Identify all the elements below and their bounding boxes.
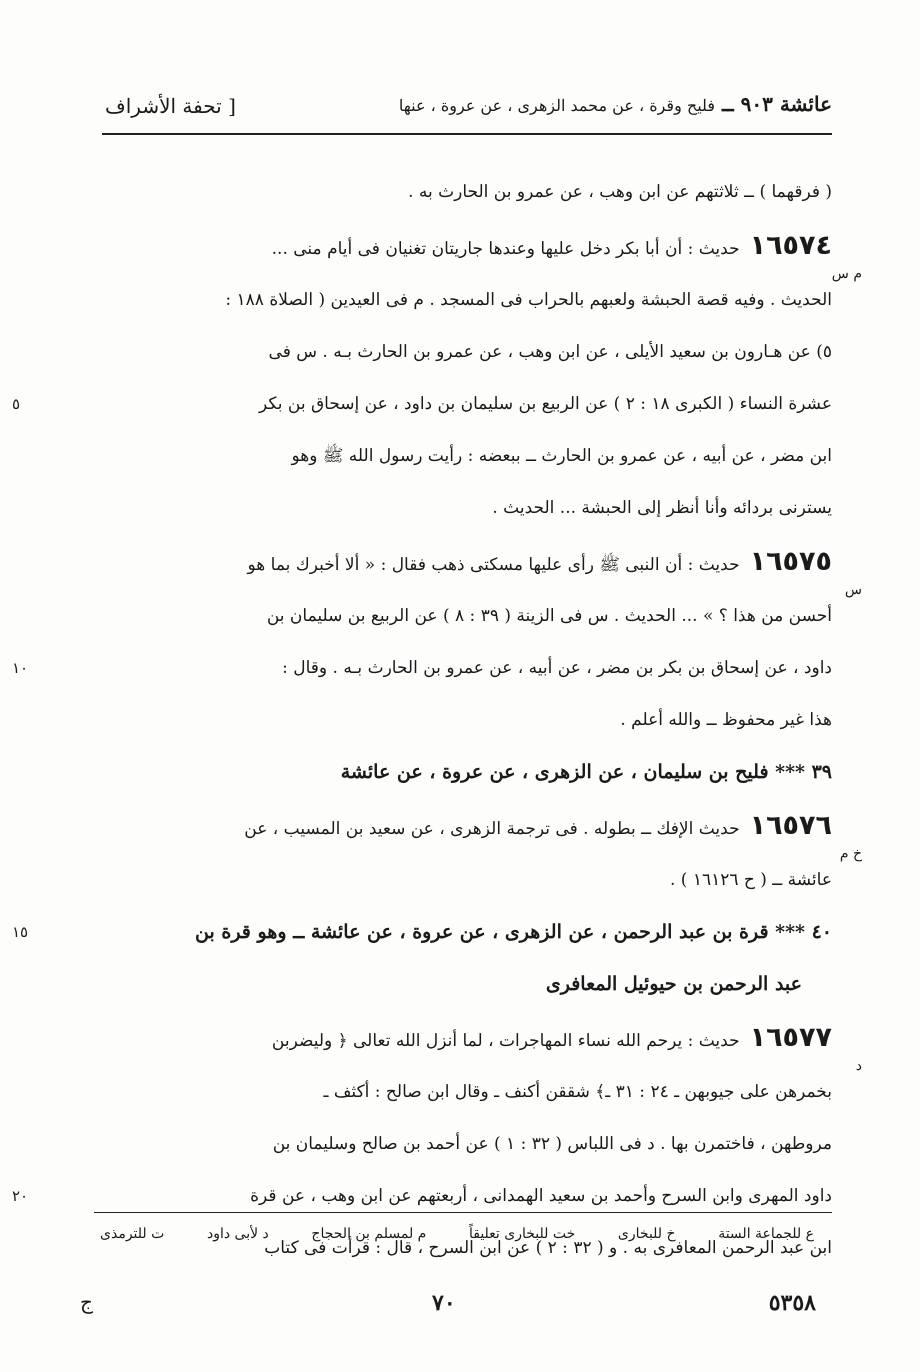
text-line xyxy=(90,166,832,218)
text-body xyxy=(12,166,862,1274)
line-number-margin: ٥ xyxy=(12,395,21,413)
text-line xyxy=(90,482,832,534)
abbreviation-legend xyxy=(100,1226,814,1242)
text-line xyxy=(12,378,832,430)
footer-signature-mark: ج xyxy=(80,1290,93,1314)
text-line xyxy=(90,1118,832,1170)
section-heading-line xyxy=(90,958,832,1010)
section-heading-line xyxy=(90,746,832,798)
text-line xyxy=(90,582,862,642)
volume-page-number: ٥٣٥٨ xyxy=(768,1290,816,1316)
header-title-main: عائشة ٩٠٣ ــ xyxy=(721,92,832,116)
line-text: عائشة ــ ( ح ١٦١٢٦ ) . xyxy=(669,870,832,890)
line-text: مروطهن ، فاختمرن بها . د فى اللباس ( ٣٢ : ١ ) عن أحمد بن صالح وسليمان بن xyxy=(272,1134,832,1154)
text-line xyxy=(90,266,862,326)
line-text: أحسن من هذا ؟ » ... الحديث . س فى الزينة ( ٣٩ : ٨ ) عن الربيع بن سليمان بن xyxy=(266,606,832,626)
legend-item: ع للجماعة الستة xyxy=(718,1226,814,1242)
source-siglum-margin: س xyxy=(844,582,862,598)
hadith-number: ١٦٥٧٦ xyxy=(749,810,832,841)
page-number: ٧٠ xyxy=(432,1290,456,1316)
line-text: ٥) عن هـارون بن سعيد الأيلى ، عن ابن وهب ، عن عمرو بن الحارث بـه . س فى xyxy=(268,342,832,362)
source-siglum-margin: م س xyxy=(831,266,862,282)
running-header xyxy=(105,92,832,132)
line-number-margin: ٢٠ xyxy=(12,1187,29,1205)
hadith-entry-line xyxy=(90,218,832,274)
legend-item: خ للبخارى xyxy=(617,1226,676,1242)
line-text: داود المهرى وابن السرح وأحمد بن سعيد الهمدانى ، أربعتهم عن ابن وهب ، عن قرة xyxy=(250,1186,832,1206)
line-text: الحديث . وفيه قصة الحبشة ولعبهم بالحراب فى المسجد . م فى العيدين ( الصلاة ١٨٨ : xyxy=(225,290,832,310)
hadith-number: ١٦٥٧٧ xyxy=(749,1022,832,1053)
text-line xyxy=(90,430,832,482)
line-text: حديث : أن النبى ﷺ رأى عليها مسكتى ذهب فقال : « ألا أخبرك بما هو xyxy=(247,555,740,575)
text-line xyxy=(90,1058,862,1118)
line-text: داود ، عن إسحاق بن بكر بن مضر ، عن أبيه ، عن عمرو بن الحارث بـه . وقال : xyxy=(282,658,832,678)
legend-item: ت للترمذى xyxy=(100,1226,165,1242)
section-heading-line xyxy=(12,906,832,958)
header-book-title: [ تحفة الأشراف xyxy=(105,94,236,118)
line-text: بخمرهن على جيوبهن ـ ٢٤ : ٣١ ـ﴾ شققن أكنف ـ وقال ابن صالح : أكثف ـ xyxy=(323,1082,832,1102)
line-number-margin: ١٥ xyxy=(12,923,29,941)
text-line xyxy=(90,846,862,906)
legend-item: خت للبخارى تعليقاً xyxy=(468,1226,576,1242)
hadith-entry-line xyxy=(90,798,832,854)
line-text: حديث : يرحم الله نساء المهاجرات ، لما أنزل الله تعالى ﴿ وليضربن xyxy=(271,1031,740,1051)
line-text: ٣٩ *** فليح بن سليمان ، عن الزهرى ، عن عروة ، عن عائشة xyxy=(340,761,832,783)
line-text: ابن مضر ، عن أبيه ، عن عمرو بن الحارث ــ ببعضه : رأيت رسول الله ﷺ وهو xyxy=(291,446,832,466)
text-line xyxy=(12,642,832,694)
footnote-rule xyxy=(94,1212,832,1213)
legend-item: د لأبى داود xyxy=(206,1226,269,1242)
header-rule xyxy=(102,133,832,135)
line-text: عبد الرحمن بن حيوئيل المعافرى xyxy=(545,973,802,995)
legend-item: م لمسلم بن الحجاج xyxy=(311,1226,427,1242)
line-text: يسترنى بردائه وأنا أنظر إلى الحبشة ... الحديث . xyxy=(492,498,832,518)
line-text: ٤٠ *** قرة بن عبد الرحمن ، عن الزهرى ، عن عروة ، عن عائشة ــ وهو قرة بن xyxy=(195,921,832,943)
line-text: حديث الإفك ــ بطوله . فى ترجمة الزهرى ، عن سعيد بن المسيب ، عن xyxy=(244,819,740,839)
line-text: ابن عبد الرحمن المعافرى به . و ( ٣٢ : ٢ ) عن ابن السرح ، قال : قرأت فى كتاب xyxy=(264,1238,832,1258)
line-text: عشرة النساء ( الكبرى ١٨ : ٢ ) عن الربيع بن سليمان بن داود ، عن إسحاق بن بكر xyxy=(258,394,832,414)
hadith-number: ١٦٥٧٥ xyxy=(749,546,832,577)
source-siglum-margin: د xyxy=(855,1058,862,1074)
hadith-entry-line xyxy=(90,534,832,590)
text-line xyxy=(90,326,832,378)
page-footer xyxy=(80,1290,816,1330)
line-text: حديث : أن أبا بكر دخل عليها وعندها جاريتان تغنيان فى أيام منى ... xyxy=(271,239,740,259)
text-line xyxy=(12,1170,832,1222)
line-number-margin: ١٠ xyxy=(12,659,29,677)
source-siglum-margin: خ م xyxy=(839,846,862,862)
hadith-number: ١٦٥٧٤ xyxy=(749,230,832,261)
hadith-entry-line xyxy=(90,1010,832,1066)
header-title xyxy=(399,92,832,116)
text-line xyxy=(90,694,832,746)
header-title-sub: فليح وقرة ، عن محمد الزهرى ، عن عروة ، عنها xyxy=(398,96,715,115)
line-text: هذا غير محفوظ ــ والله أعلم . xyxy=(620,710,832,730)
line-text: ( فرقهما ) ــ ثلاثتهم عن ابن وهب ، عن عمرو بن الحارث به . xyxy=(408,182,832,202)
